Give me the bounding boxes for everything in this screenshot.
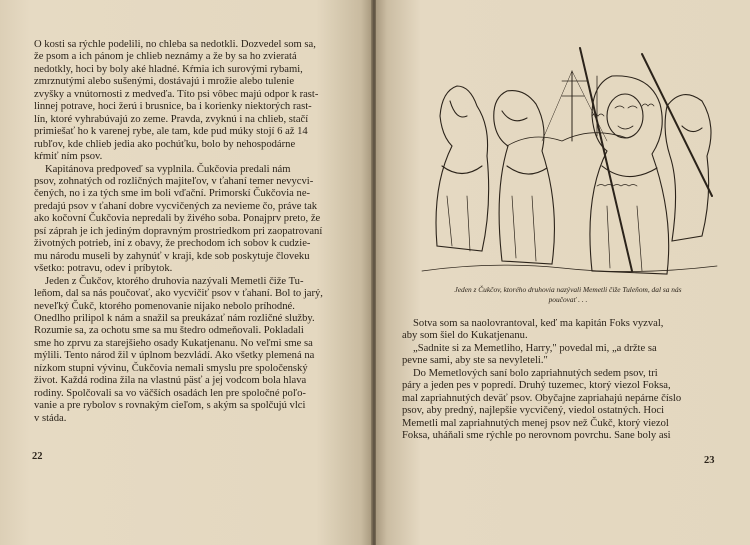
right-page-text	[402, 318, 718, 443]
text-line: sme ho zprvu za starejšieho osady Kukatjenanu. No veľmi sme sa	[34, 337, 313, 349]
caption-line: Jeden z Čukčov, ktorého druhovia nazývali Memetli čiže Tuleňom, dal sa nás	[454, 285, 682, 294]
text-line: neveľký Čukč, ktorého pomenovanie nijako nebolo príhodné.	[34, 300, 295, 312]
text-line: psov, zohnatých od rozličných majiteľov, v ťahaní temer nevycvi-	[34, 175, 314, 187]
text-line: životných potrieb, iní z obavy, že prechodom ich sobov k cudzie-	[34, 238, 311, 250]
text-line: psí záprah je ich jediným dopravným prostriedkom pri zaopatrovaní	[34, 225, 323, 237]
text-line: Sotva som sa naolovrantoval, keď ma kapitán Foks vyzval,	[413, 318, 664, 329]
text-line: Onedlho prilipol k nám a snažil sa preukázať nám rozličné služby.	[34, 312, 315, 324]
text-line: nedotkly, hoci by boly aké hladné. Kŕmia ich surovými rybami,	[34, 63, 303, 75]
text-line: linnej potrave, hoci žerú i brusnice, ba i korienky niektorých rast-	[34, 101, 312, 113]
page-number-right: 23	[704, 455, 715, 466]
left-page-text	[34, 39, 335, 425]
text-line: Do Memetlových saní bolo zapriahnutých sedem psov, tri	[413, 367, 658, 379]
text-line: zvyšky a vnútornosti z medveďa. Títo psi vôbec majú odpor k rast-	[34, 88, 319, 100]
text-line: všetko: potravu, odev i príbytok.	[34, 263, 173, 275]
text-line: mu národu museli by zahynúť v kraji, kde sob poskytuje človeku	[34, 250, 310, 262]
text-line: primiešať ho k varenej rybe, ale tam, kde pud múky stojí 6 až 14	[34, 126, 308, 138]
text-line: že psom a ich pánom je chlieb neznámy a že by sa ho zvieratá	[34, 51, 297, 63]
text-line: Rozumie sa, za ochotu sme sa mu štedro odmeňovali. Pokladali	[34, 325, 304, 337]
text-line: psov, aby predný, najlepšie vycvičený, viedol ostatných. Hoci	[402, 405, 665, 417]
text-line: aby som šiel do Kukatjenanu.	[402, 330, 528, 342]
text-line: vanie a pre rybolov s rovnakým cieľom, s akým sa spolčujú vlci	[34, 400, 306, 412]
text-line: lín, ktoré vyhrabúvajú zo zeme. Pravda, zvyknú i na chlieb, stačí	[34, 113, 309, 125]
eskimo-illustration	[412, 46, 722, 282]
text-line: Foksa, uháňali sme rýchle po nerovnom povrchu. Sane boly asi	[402, 430, 671, 442]
illustration-caption	[420, 285, 716, 305]
text-line: rodiny. Spolčovali sa vo väčších osadách len pre spoločné poľo-	[34, 387, 306, 399]
text-line: mal zapriahnutých deväť psov. Obyčajne zapriahajú nepárne číslo	[402, 392, 682, 404]
text-line: Kapitánova predpoveď sa vyplnila. Čukčovia predali nám	[45, 163, 291, 175]
text-line: čených, no i za tých sme im boli vďační. Primorskí Čukčovia ne-	[34, 188, 311, 200]
text-line: leňom, dal sa nás poučovať, ako vycvičiť psov v ťahaní. Bol to jarý,	[34, 288, 323, 300]
left-page	[0, 0, 372, 545]
text-line: Jeden z Čukčov, ktorého druhovia nazývali Memetli čiže Tu-	[45, 275, 304, 287]
text-line: páry a jeden pes v popredí. Druhý tuzemec, ktorý viezol Foksa,	[402, 380, 671, 392]
text-line: v stáda.	[34, 412, 67, 424]
text-line: predajú psov v ťahaní dobre vycvičených za nevieme čo, práve tak	[34, 200, 318, 212]
text-line: pevne sami, aby ste sa nevyleteli."	[402, 355, 548, 367]
text-line: Memetli mal zapriahnutých menej psov než Čukč, ktorý viezol	[402, 417, 669, 429]
text-line: život. Každá rodina žila na vlastnú päsť a jej vodcom bola hlava	[34, 375, 307, 387]
text-line: rubľov, kde chlieb jedia ako pochúťku, bolo by nehospodárne	[34, 138, 296, 150]
text-line: ako kočovní Čukčovia nepredali by živého soba. Ponajprv preto, že	[34, 213, 321, 225]
page-number-left: 22	[32, 451, 43, 462]
text-line: mýlili. Tento národ žil v úplnom bezvládí. Ako všetky plemená na	[34, 350, 315, 362]
caption-line: poučovať . . .	[548, 295, 588, 304]
text-line: nízkom stupni vývinu, Čukčovia nemali smyslu pre spoločenský	[34, 362, 308, 374]
text-line: O kosti sa rýchle podelili, no chleba sa nedotkli. Dozvedel som sa,	[34, 39, 316, 50]
text-line: zmrznutými alebo sušenými, dostávajú i mrožie alebo tulenie	[34, 76, 295, 88]
text-line: kŕmiť ním psov.	[34, 151, 103, 163]
text-line: „Sadnite si za Memetliho, Harry," povedal mi, „a držte sa	[413, 342, 657, 354]
